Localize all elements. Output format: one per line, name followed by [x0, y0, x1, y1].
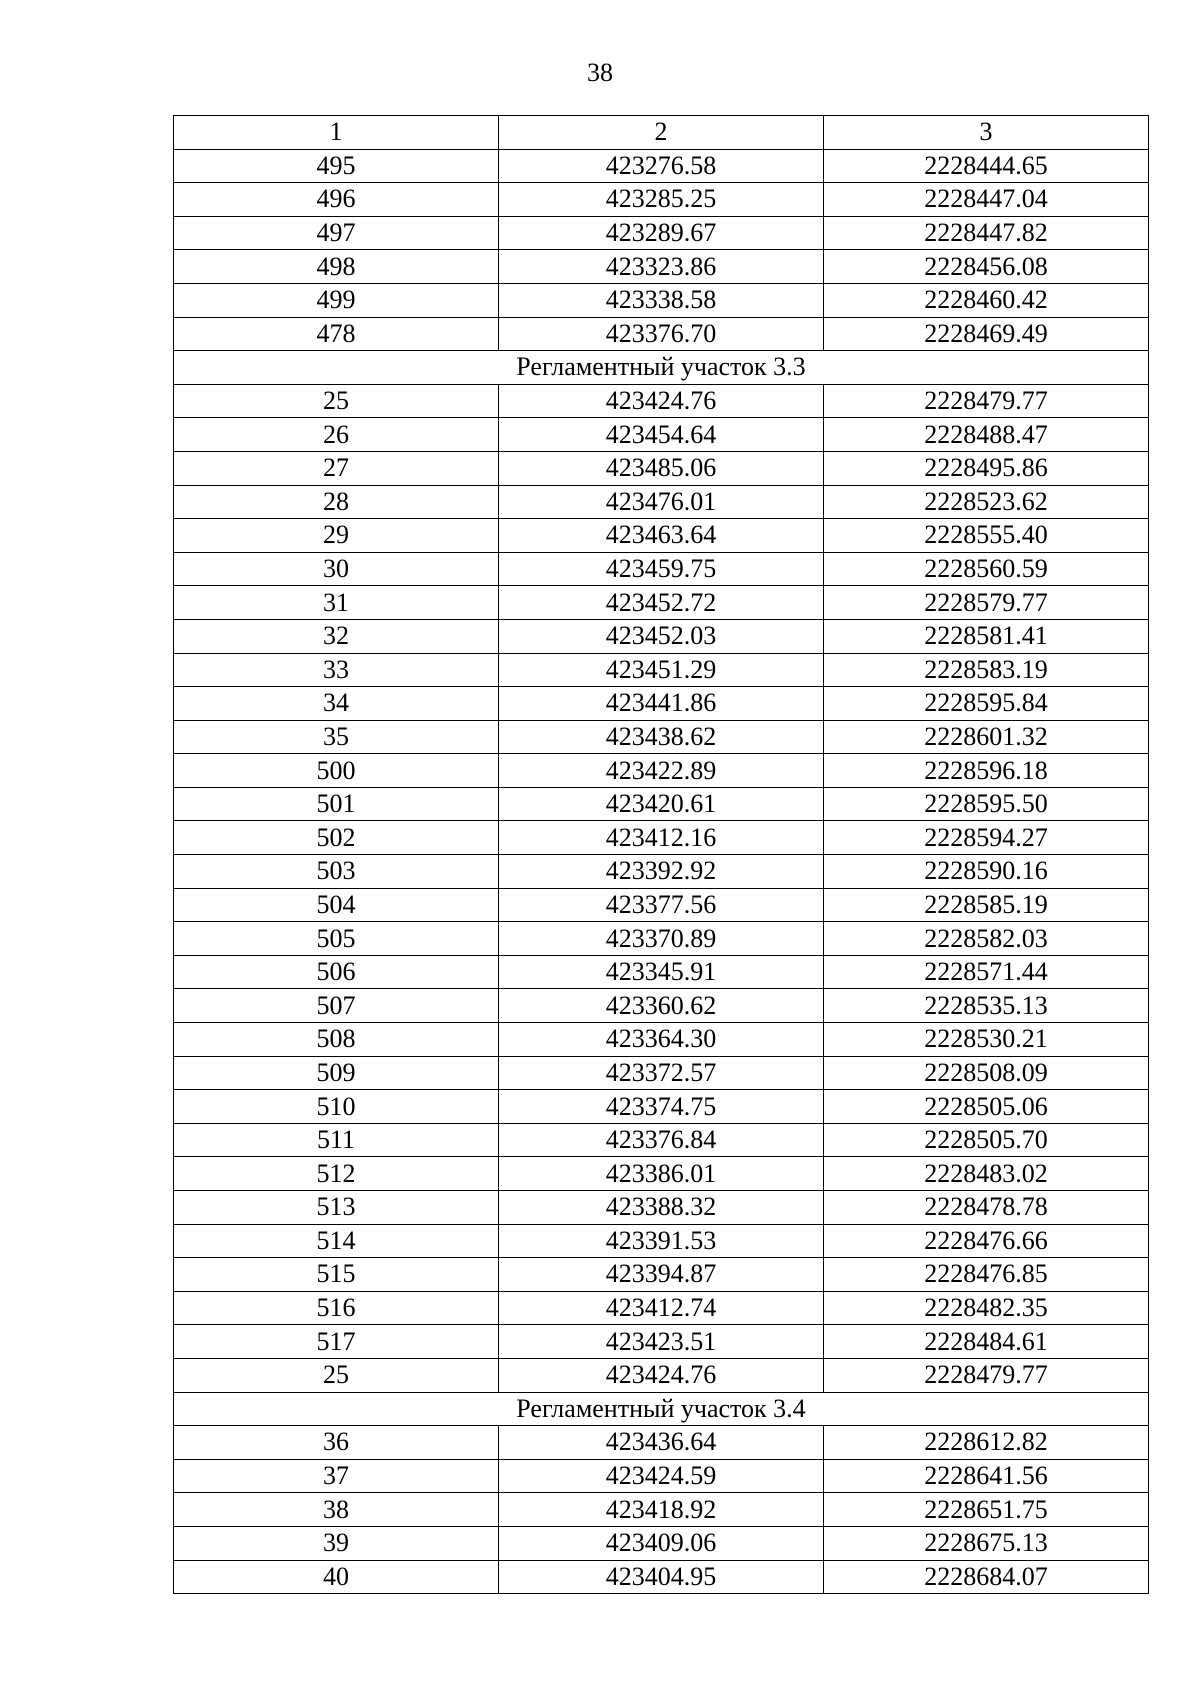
y-coordinate-cell: 2228590.16 [824, 855, 1149, 889]
x-coordinate-cell: 423323.86 [499, 250, 824, 284]
y-coordinate-cell: 2228675.13 [824, 1526, 1149, 1560]
x-coordinate-cell: 423360.62 [499, 989, 824, 1023]
point-number-cell: 39 [174, 1526, 499, 1560]
x-coordinate-cell: 423424.59 [499, 1459, 824, 1493]
x-coordinate-cell: 423345.91 [499, 955, 824, 989]
x-coordinate-cell: 423285.25 [499, 183, 824, 217]
y-coordinate-cell: 2228523.62 [824, 485, 1149, 519]
point-number-cell: 27 [174, 451, 499, 485]
y-coordinate-cell: 2228555.40 [824, 519, 1149, 553]
y-coordinate-cell: 2228594.27 [824, 821, 1149, 855]
section-label: Регламентный участок 3.3 [174, 351, 1149, 385]
coordinates-table-body [174, 116, 1149, 1594]
point-number-cell: 37 [174, 1459, 499, 1493]
table-row [174, 1526, 1149, 1560]
x-coordinate-cell: 423463.64 [499, 519, 824, 553]
x-coordinate-cell: 423374.75 [499, 1090, 824, 1124]
point-number-cell: 33 [174, 653, 499, 687]
x-coordinate-cell: 423289.67 [499, 216, 824, 250]
point-number-cell: 35 [174, 720, 499, 754]
table-row [174, 1123, 1149, 1157]
x-coordinate-cell: 423423.51 [499, 1325, 824, 1359]
y-coordinate-cell: 2228582.03 [824, 922, 1149, 956]
point-number-cell: 499 [174, 283, 499, 317]
table-row [174, 653, 1149, 687]
point-number-cell: 510 [174, 1090, 499, 1124]
y-coordinate-cell: 2228508.09 [824, 1056, 1149, 1090]
point-number-cell: 34 [174, 687, 499, 721]
x-coordinate-cell: 423376.70 [499, 317, 824, 351]
x-coordinate-cell: 423452.72 [499, 586, 824, 620]
y-coordinate-cell: 2228476.66 [824, 1224, 1149, 1258]
point-number-cell: 500 [174, 754, 499, 788]
point-number-cell: 508 [174, 1023, 499, 1057]
y-coordinate-cell: 2228483.02 [824, 1157, 1149, 1191]
x-coordinate-cell: 423391.53 [499, 1224, 824, 1258]
point-number-cell: 503 [174, 855, 499, 889]
y-coordinate-cell: 2228641.56 [824, 1459, 1149, 1493]
point-number-cell: 502 [174, 821, 499, 855]
x-coordinate-cell: 423476.01 [499, 485, 824, 519]
column-header-3: 3 [824, 116, 1149, 150]
x-coordinate-cell: 423438.62 [499, 720, 824, 754]
y-coordinate-cell: 2228595.50 [824, 787, 1149, 821]
y-coordinate-cell: 2228585.19 [824, 888, 1149, 922]
table-row [174, 519, 1149, 553]
point-number-cell: 38 [174, 1493, 499, 1527]
table-row [174, 888, 1149, 922]
table-row [174, 418, 1149, 452]
y-coordinate-cell: 2228596.18 [824, 754, 1149, 788]
x-coordinate-cell: 423424.76 [499, 384, 824, 418]
y-coordinate-cell: 2228581.41 [824, 619, 1149, 653]
y-coordinate-cell: 2228495.86 [824, 451, 1149, 485]
point-number-cell: 29 [174, 519, 499, 553]
y-coordinate-cell: 2228476.85 [824, 1258, 1149, 1292]
table-row [174, 1426, 1149, 1460]
y-coordinate-cell: 2228447.04 [824, 183, 1149, 217]
x-coordinate-cell: 423364.30 [499, 1023, 824, 1057]
table-row [174, 687, 1149, 721]
coordinates-table [173, 115, 1149, 1594]
section-header-row [174, 351, 1149, 385]
point-number-cell: 516 [174, 1291, 499, 1325]
table-row [174, 619, 1149, 653]
x-coordinate-cell: 423392.92 [499, 855, 824, 889]
table-row [174, 855, 1149, 889]
table-row [174, 1459, 1149, 1493]
table-row [174, 1493, 1149, 1527]
y-coordinate-cell: 2228505.06 [824, 1090, 1149, 1124]
table-row [174, 787, 1149, 821]
point-number-cell: 509 [174, 1056, 499, 1090]
y-coordinate-cell: 2228583.19 [824, 653, 1149, 687]
x-coordinate-cell: 423452.03 [499, 619, 824, 653]
point-number-cell: 511 [174, 1123, 499, 1157]
point-number-cell: 507 [174, 989, 499, 1023]
x-coordinate-cell: 423454.64 [499, 418, 824, 452]
table-row [174, 989, 1149, 1023]
y-coordinate-cell: 2228482.35 [824, 1291, 1149, 1325]
column-header-1: 1 [174, 116, 499, 150]
table-row [174, 451, 1149, 485]
x-coordinate-cell: 423424.76 [499, 1358, 824, 1392]
y-coordinate-cell: 2228571.44 [824, 955, 1149, 989]
point-number-cell: 513 [174, 1191, 499, 1225]
x-coordinate-cell: 423386.01 [499, 1157, 824, 1191]
y-coordinate-cell: 2228478.78 [824, 1191, 1149, 1225]
table-row [174, 1090, 1149, 1124]
table-row [174, 1191, 1149, 1225]
point-number-cell: 28 [174, 485, 499, 519]
column-header-2: 2 [499, 116, 824, 150]
x-coordinate-cell: 423485.06 [499, 451, 824, 485]
y-coordinate-cell: 2228469.49 [824, 317, 1149, 351]
point-number-cell: 497 [174, 216, 499, 250]
table-row [174, 1056, 1149, 1090]
x-coordinate-cell: 423418.92 [499, 1493, 824, 1527]
x-coordinate-cell: 423451.29 [499, 653, 824, 687]
point-number-cell: 512 [174, 1157, 499, 1191]
x-coordinate-cell: 423370.89 [499, 922, 824, 956]
table-row [174, 922, 1149, 956]
point-number-cell: 31 [174, 586, 499, 620]
x-coordinate-cell: 423276.58 [499, 149, 824, 183]
table-row [174, 552, 1149, 586]
table-row [174, 754, 1149, 788]
y-coordinate-cell: 2228612.82 [824, 1426, 1149, 1460]
table-row [174, 1560, 1149, 1594]
table-row [174, 149, 1149, 183]
y-coordinate-cell: 2228535.13 [824, 989, 1149, 1023]
x-coordinate-cell: 423404.95 [499, 1560, 824, 1594]
y-coordinate-cell: 2228579.77 [824, 586, 1149, 620]
point-number-cell: 32 [174, 619, 499, 653]
table-header-row [174, 116, 1149, 150]
y-coordinate-cell: 2228456.08 [824, 250, 1149, 284]
table-row [174, 821, 1149, 855]
x-coordinate-cell: 423388.32 [499, 1191, 824, 1225]
point-number-cell: 505 [174, 922, 499, 956]
x-coordinate-cell: 423412.16 [499, 821, 824, 855]
point-number-cell: 25 [174, 384, 499, 418]
y-coordinate-cell: 2228684.07 [824, 1560, 1149, 1594]
point-number-cell: 495 [174, 149, 499, 183]
table-row [174, 1157, 1149, 1191]
y-coordinate-cell: 2228505.70 [824, 1123, 1149, 1157]
table-row [174, 1258, 1149, 1292]
table-row [174, 1023, 1149, 1057]
point-number-cell: 478 [174, 317, 499, 351]
point-number-cell: 36 [174, 1426, 499, 1460]
table-row [174, 283, 1149, 317]
x-coordinate-cell: 423420.61 [499, 787, 824, 821]
point-number-cell: 517 [174, 1325, 499, 1359]
y-coordinate-cell: 2228530.21 [824, 1023, 1149, 1057]
x-coordinate-cell: 423394.87 [499, 1258, 824, 1292]
table-row [174, 1358, 1149, 1392]
table-row [174, 317, 1149, 351]
y-coordinate-cell: 2228444.65 [824, 149, 1149, 183]
table-row [174, 1325, 1149, 1359]
table-row [174, 720, 1149, 754]
section-header-row [174, 1392, 1149, 1426]
table-row [174, 485, 1149, 519]
section-label: Регламентный участок 3.4 [174, 1392, 1149, 1426]
x-coordinate-cell: 423412.74 [499, 1291, 824, 1325]
x-coordinate-cell: 423409.06 [499, 1526, 824, 1560]
table-row [174, 216, 1149, 250]
point-number-cell: 498 [174, 250, 499, 284]
table-row [174, 183, 1149, 217]
point-number-cell: 496 [174, 183, 499, 217]
x-coordinate-cell: 423441.86 [499, 687, 824, 721]
y-coordinate-cell: 2228479.77 [824, 1358, 1149, 1392]
x-coordinate-cell: 423376.84 [499, 1123, 824, 1157]
point-number-cell: 506 [174, 955, 499, 989]
y-coordinate-cell: 2228595.84 [824, 687, 1149, 721]
x-coordinate-cell: 423338.58 [499, 283, 824, 317]
y-coordinate-cell: 2228560.59 [824, 552, 1149, 586]
y-coordinate-cell: 2228488.47 [824, 418, 1149, 452]
y-coordinate-cell: 2228447.82 [824, 216, 1149, 250]
table-row [174, 1291, 1149, 1325]
y-coordinate-cell: 2228479.77 [824, 384, 1149, 418]
page-number: 38 [587, 58, 613, 87]
point-number-cell: 515 [174, 1258, 499, 1292]
y-coordinate-cell: 2228601.32 [824, 720, 1149, 754]
x-coordinate-cell: 423436.64 [499, 1426, 824, 1460]
point-number-cell: 501 [174, 787, 499, 821]
point-number-cell: 30 [174, 552, 499, 586]
x-coordinate-cell: 423459.75 [499, 552, 824, 586]
point-number-cell: 514 [174, 1224, 499, 1258]
table-row [174, 250, 1149, 284]
y-coordinate-cell: 2228460.42 [824, 283, 1149, 317]
x-coordinate-cell: 423372.57 [499, 1056, 824, 1090]
table-row [174, 586, 1149, 620]
table-row [174, 384, 1149, 418]
table-row [174, 955, 1149, 989]
table-row [174, 1224, 1149, 1258]
x-coordinate-cell: 423377.56 [499, 888, 824, 922]
point-number-cell: 504 [174, 888, 499, 922]
y-coordinate-cell: 2228651.75 [824, 1493, 1149, 1527]
point-number-cell: 40 [174, 1560, 499, 1594]
point-number-cell: 26 [174, 418, 499, 452]
y-coordinate-cell: 2228484.61 [824, 1325, 1149, 1359]
x-coordinate-cell: 423422.89 [499, 754, 824, 788]
point-number-cell: 25 [174, 1358, 499, 1392]
